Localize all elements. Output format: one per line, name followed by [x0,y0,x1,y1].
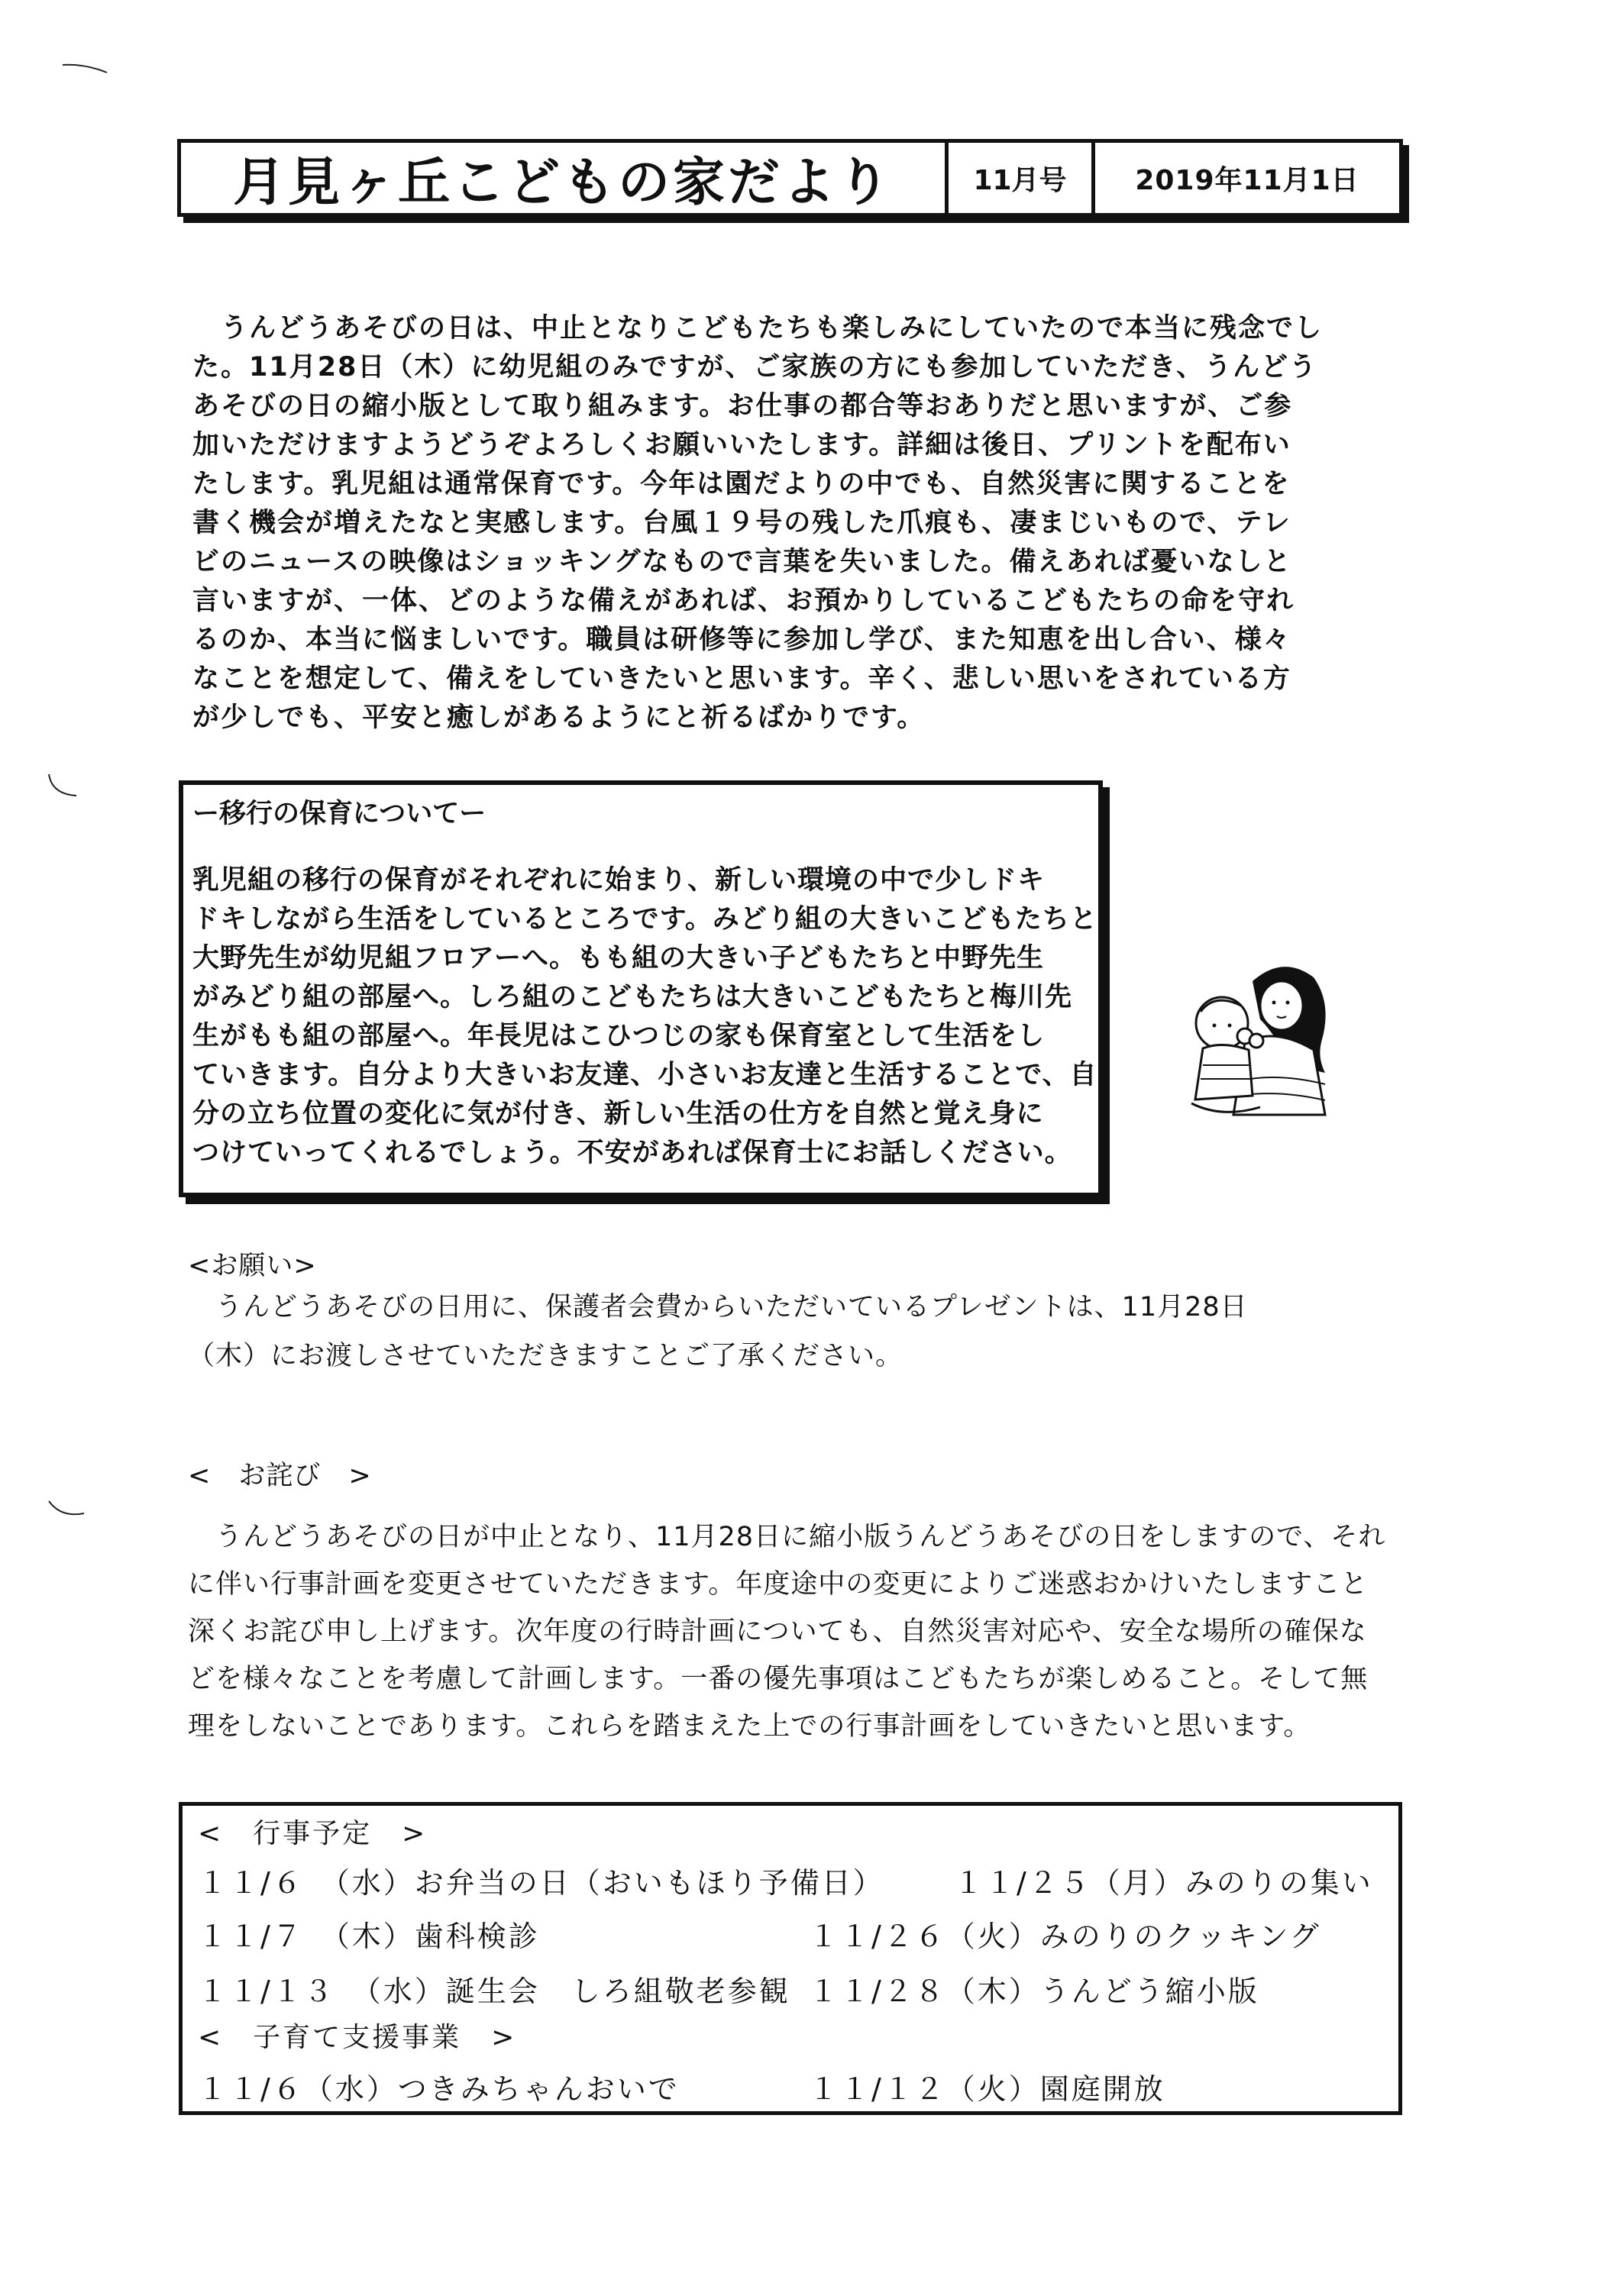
apology-line: うんどうあそびの日が中止となり、11月28日に縮小版うんどうあそびの日をしますので、それ [188,1522,1386,1552]
apology-line: に伴い行事計画を変更させていただきます。年度途中の変更によりご迷惑おかけいたしますこと [188,1569,1369,1600]
events-title: < 行事予定 > [198,1818,428,1849]
request-line: うんどうあそびの日用に、保護者会費からいただいているプレゼントは、11月28日 [188,1292,1248,1322]
apology-line: 理をしないことであります。これらを踏まえた上での行事計画をしていきたいと思います。 [188,1711,1311,1742]
intro-line: うんどうあそびの日は、中止となりこどもたちも楽しみにしていたので本当に残念でし [192,313,1324,344]
transition-line: つけていってくれるでしょう。不安があれば保育士にお話しください。 [192,1138,1072,1168]
transition-line: ていきます。自分より大きいお友達、小さいお友達と生活することで、自 [192,1060,1097,1090]
transition-line: 大野先生が幼児組フロアーへ。もも組の大きい子どもたちと中野先生 [192,943,1044,974]
event-row-left: １１/７ （木）歯科検診 [198,1920,540,1953]
event-row-right: １１/２５（月）みのりの集い [954,1866,1373,1900]
events-box [179,1802,1402,2115]
event-row-right: １１/２８（木）うんどう縮小版 [809,1975,1259,2008]
event-row-left: １１/１３ （水）誕生会 しろ組敬老参観 [198,1975,790,2008]
transition-body [192,861,1097,1173]
issue-label: 11月号 [949,143,1095,213]
support-row-left: １１/６（水）つきみちゃんおいで [198,2072,680,2106]
request-title: <お願い> [188,1251,317,1281]
transition-box [179,780,1103,1197]
issue-date: 2019年11月1日 [1135,164,1359,196]
mother-child-illustration [1161,951,1348,1126]
apology-line: どを様々なことを考慮して計画します。一番の優先事項はこどもたちが楽しめること。そして無 [188,1664,1369,1694]
apology-title: < お詫び > [188,1461,372,1491]
apology-line: 深くお詫び申し上げます。次年度の行時計画についても、自然災害対応や、安全な場所の確保な [188,1616,1367,1647]
transition-line: ドキしながら生活をしているところです。みどり組の大きいこどもたちと [192,904,1097,935]
transition-line: 乳児組の移行の保育がそれぞれに始まり、新しい環境の中で少しドキ [192,865,1046,896]
scan-mark [46,1497,92,1527]
newsletter-header [177,139,1403,217]
support-row-right: １１/１２（火）園庭開放 [809,2072,1165,2106]
request-body [188,1283,1248,1381]
request-line: （木）にお渡しさせていただきますことご了承ください。 [188,1341,903,1371]
intro-line: 加いただけますようどうぞよろしくお願いいたします。詳細は後日、プリントを配布い [192,430,1291,460]
intro-line: が少しでも、平安と癒しがあるようにと祈るばかりです。 [192,702,926,733]
transition-line: がみどり組の部屋へ。しろ組のこどもたちは大きいこどもたちと梅川先 [192,982,1073,1012]
intro-line: なことを想定して、備えをしていきたいと思います。辛く、悲しい思いをされている方 [192,664,1291,694]
transition-line: 生がもも組の部屋へ。年長児はこひつじの家も保育室として生活をし [192,1021,1046,1051]
apology-body [188,1513,1385,1750]
scan-mark [61,57,115,80]
transition-line: 分の立ち位置の変化に気が付き、新しい生活の仕方を自然と覚え身に [192,1099,1044,1129]
intro-line: 書く機会が増えたなと実感します。台風１９号の残した爪痕も、凄まじいもので、テレ [192,508,1291,538]
intro-line: ビのニュースの映像はショッキングなもので言葉を失いました。備えあれば憂いなしと [192,547,1292,577]
intro-line: た。11月28日（木）に幼児組のみですが、ご家族の方にも参加していただき、うんどう [192,352,1318,383]
support-title: < 子育て支援事業 > [198,2022,517,2053]
intro-line: 言いますが、一体、どのような備えがあれば、お預かりしているこどもたちの命を守れ [192,586,1295,616]
event-row-right: １１/２６（火）みのりのクッキング [809,1920,1321,1953]
scan-mark [46,771,84,802]
intro-line: あそびの日の縮小版として取り組みます。お仕事の都合等おありだと思いますが、ご参 [192,391,1293,421]
newsletter-title: 月見ヶ丘こどもの家だより [181,143,949,213]
intro-paragraph [192,309,1403,738]
intro-line: たします。乳児組は通常保育です。今年は園だよりの中でも、自然災害に関することを [192,469,1291,499]
event-row-left: １１/６ （水）お弁当の日（おいもほり予備日） [198,1866,884,1900]
transition-heading: ー移行の保育についてー [192,799,486,829]
intro-line: るのか、本当に悩ましいです。職員は研修等に参加し学び、また知恵を出し合い、様々 [192,625,1291,655]
